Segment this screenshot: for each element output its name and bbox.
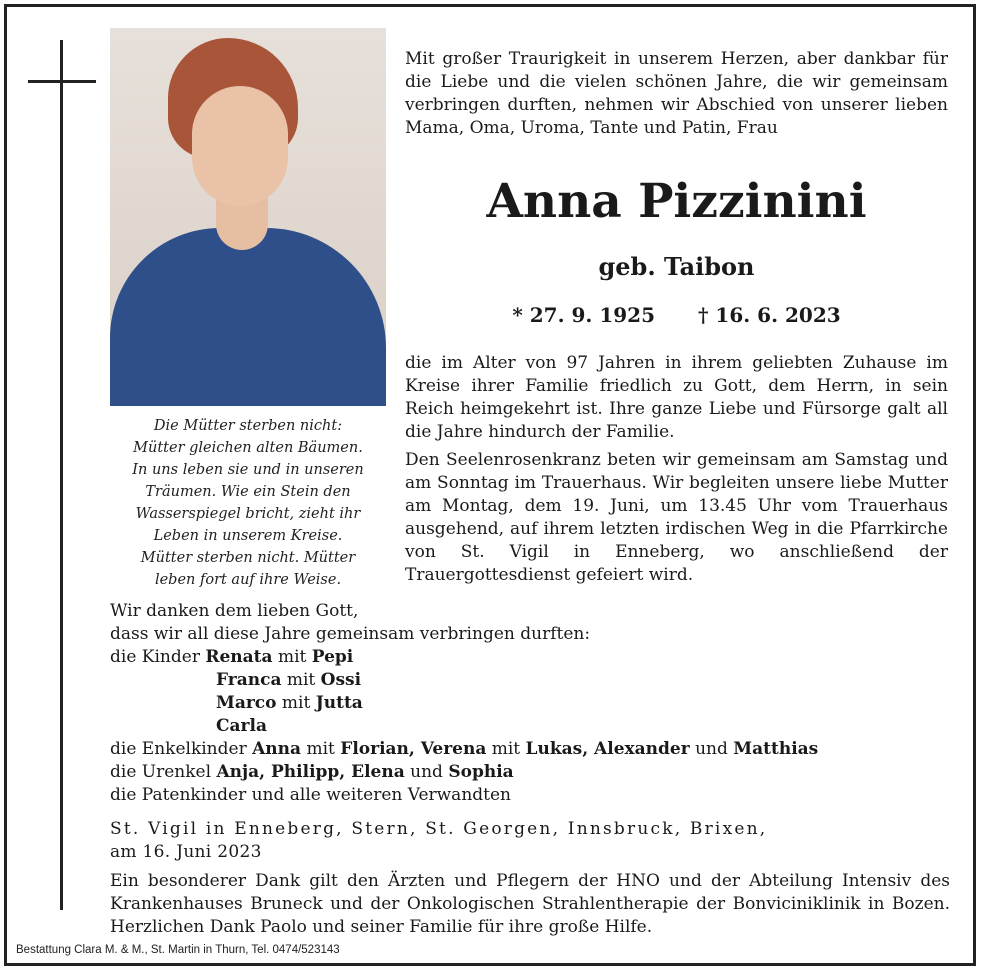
great-grandchild-name: Anja, Philipp, Elena xyxy=(216,762,405,782)
grandchildren-row xyxy=(110,738,910,761)
great-grandchildren-row xyxy=(110,761,910,784)
date-line: am 16. Juni 2023 xyxy=(110,842,262,862)
partner-name: Jutta xyxy=(315,693,363,713)
grandchild-name: Lukas, Alexander xyxy=(525,739,690,759)
children-row xyxy=(110,646,910,669)
places-line xyxy=(110,818,870,864)
places: St. Vigil in Enneberg, Stern, St. Georgen, Innsbruck, Brixen, xyxy=(110,819,768,839)
poem: Die Mütter sterben nicht: Mütter gleichen alten Bäumen. In uns leben sie und in unseren Träumen. Wie ein Stein den Wasserspiegel bricht, zieht ihr Leben in unserem Kreise. Mütter sterben nicht. Mütter leben fort auf ihre Weise. xyxy=(132,418,364,588)
cross-icon xyxy=(60,40,63,910)
connector: mit xyxy=(286,670,316,690)
partner-name: Ossi xyxy=(320,670,362,690)
children-row xyxy=(110,669,910,692)
grandchild-name: Anna xyxy=(252,739,302,759)
funeral-home-footer: Bestattung Clara M. & M., St. Martin in Thurn, Tel. 0474/523143 xyxy=(16,944,340,956)
deceased-name: Anna Pizzinini xyxy=(486,174,867,229)
connector: mit xyxy=(277,647,307,667)
life-dates xyxy=(405,300,948,330)
special-thanks: Ein besonderer Dank gilt den Ärzten und Pflegern der HNO und der Abteilung Intensiv des Krankenhauses Bruneck und der Onkologischen Strahlentherapie der Bonviciniklinik in Bozen. Herzlichen Dank Paolo und seiner Familie für ihre große Hilfe. xyxy=(110,871,950,937)
partner-name: Pepi xyxy=(311,647,354,667)
birth-name: geb. Taibon xyxy=(598,252,755,281)
cross-icon-bar xyxy=(28,80,96,83)
children-row xyxy=(110,715,910,738)
intro-text: Mit großer Traurigkeit in unserem Herzen, aber dankbar für die Liebe und die vielen schönen Jahre, die wir gemeinsam verbringen durften, nehmen wir Abschied von unserer lieben Mama, Oma, Uroma, Tante und Patin, Frau xyxy=(405,49,948,138)
child-name: Marco xyxy=(216,693,277,713)
connector: mit xyxy=(491,739,521,759)
thanks-line: dass wir all diese Jahre gemeinsam verbringen durften: xyxy=(110,624,591,644)
grandchild-name: Matthias xyxy=(733,739,819,759)
mourners-list xyxy=(110,600,910,807)
child-name: Carla xyxy=(216,716,267,736)
thanks-line: Wir danken dem lieben Gott, xyxy=(110,601,359,621)
child-name: Renata xyxy=(205,647,273,667)
grandchild-name: Florian, Verena xyxy=(340,739,487,759)
connector: und xyxy=(410,762,443,782)
paragraph-passing: die im Alter von 97 Jahren in ihrem geliebten Zuhause im Kreise ihrer Familie friedlich zu Gott, dem Herrn, in sein Reich heimgekehrt ist. Ihre ganze Liebe und Fürsorge galt all die Jahre hindurch der Familie. xyxy=(405,353,948,442)
portrait-face xyxy=(192,86,288,206)
great-grandchild-name: Sophia xyxy=(448,762,514,782)
portrait-cardigan xyxy=(110,228,386,406)
great-grandchildren-prefix: die Urenkel xyxy=(110,762,212,782)
child-name: Franca xyxy=(216,670,282,690)
grandchildren-prefix: die Enkelkinder xyxy=(110,739,247,759)
birth-date: * 27. 9. 1925 xyxy=(512,303,656,327)
godchildren-row: die Patenkinder und alle weiteren Verwandten xyxy=(110,785,511,805)
death-date: † 16. 6. 2023 xyxy=(697,303,841,327)
connector: mit xyxy=(306,739,335,759)
children-row xyxy=(110,692,910,715)
paragraph-funeral: Den Seelenrosenkranz beten wir gemeinsam am Samstag und am Sonntag im Trauerhaus. Wir begleiten unsere liebe Mutter am Montag, dem 19. Juni, um 13.45 Uhr vom Trauerhaus ausgehend, auf ihrem letzten irdischen Weg in die Pfarrkirche von St. Vigil in Enneberg, wo anschließend der Trauergottesdienst gefeiert wird. xyxy=(405,450,948,585)
portrait-photo xyxy=(110,28,386,406)
connector: und xyxy=(695,739,728,759)
children-prefix: die Kinder xyxy=(110,647,200,667)
connector: mit xyxy=(281,693,311,713)
